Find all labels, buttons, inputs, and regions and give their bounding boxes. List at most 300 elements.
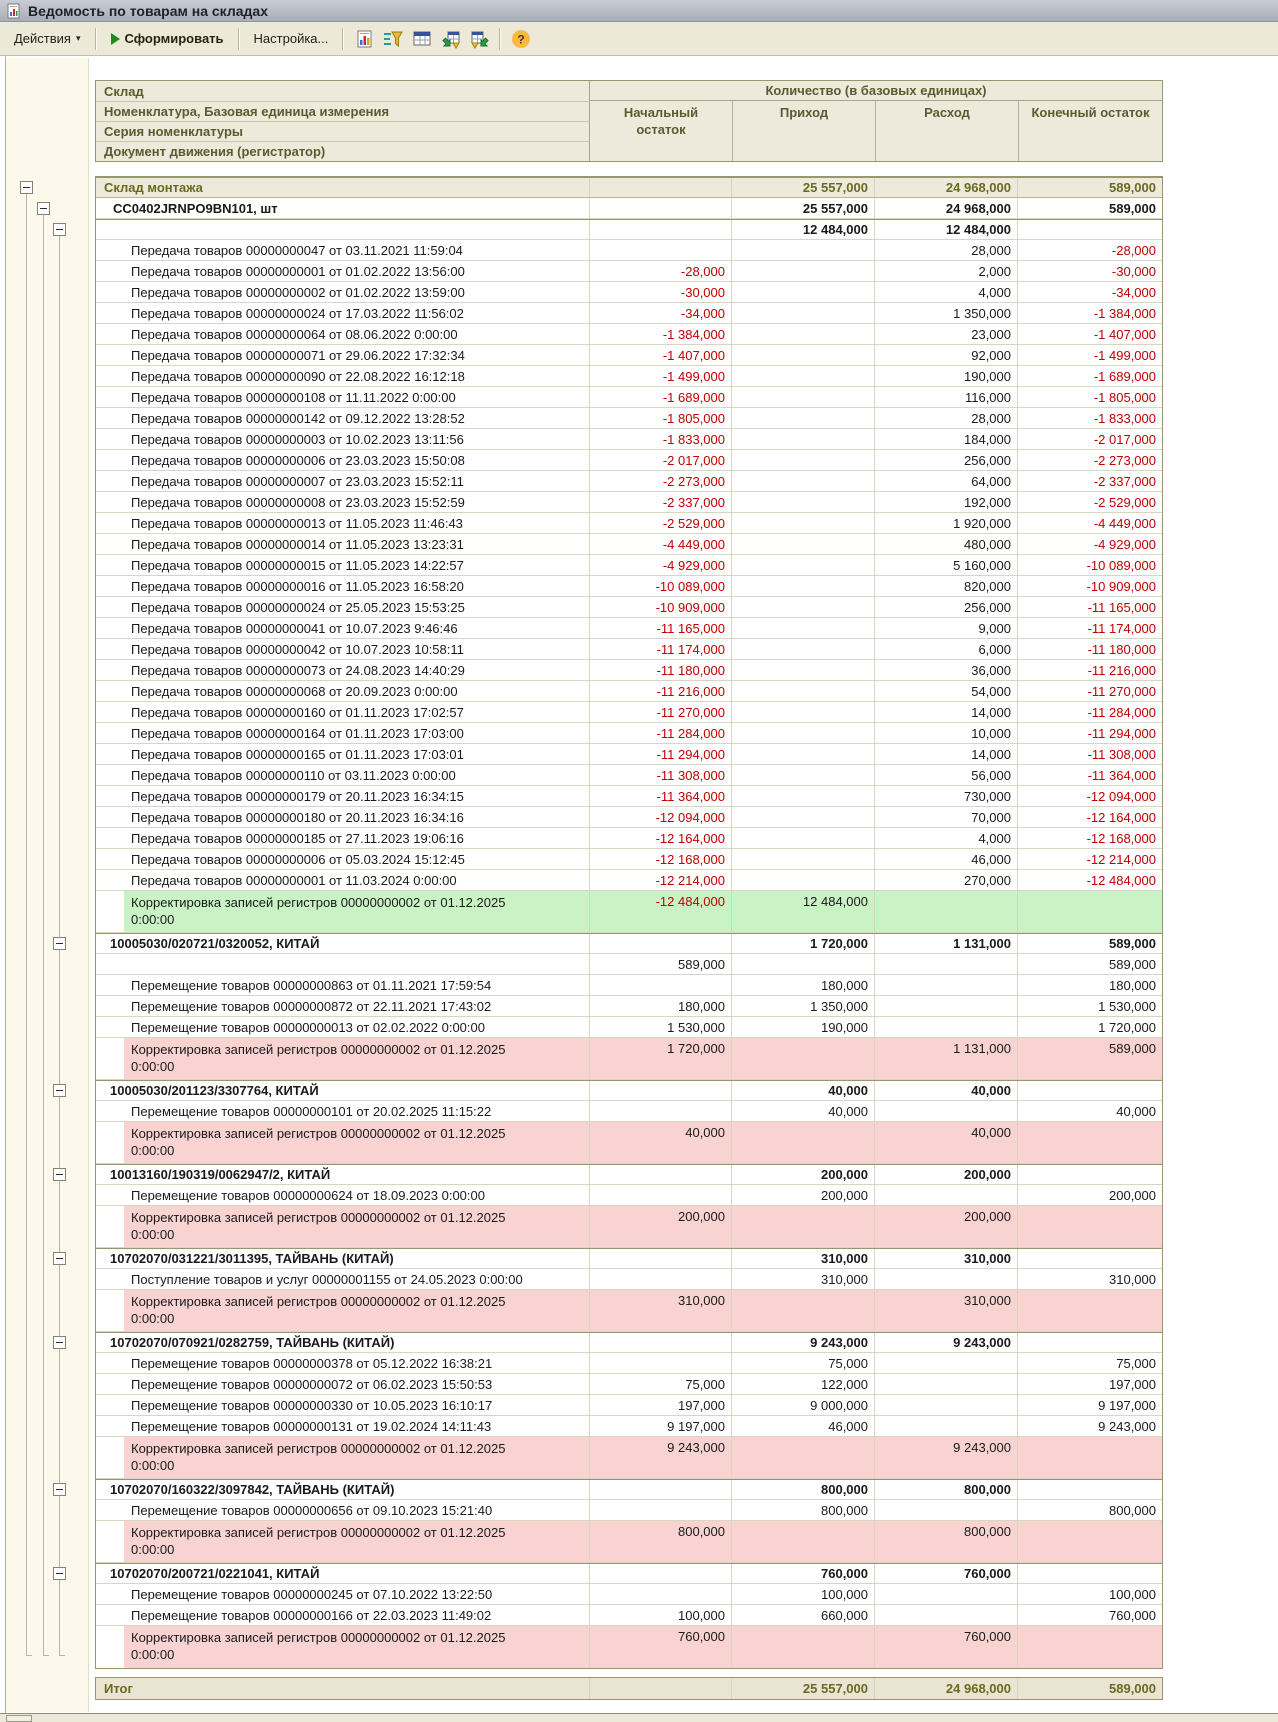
cell-value[interactable] xyxy=(732,1038,875,1079)
table-row[interactable] xyxy=(96,1332,1162,1353)
cell-label[interactable]: Передача товаров 00000000165 от 01.11.2023 17:03:01 xyxy=(96,744,590,764)
cell-value[interactable]: -11 216,000 xyxy=(1087,662,1156,678)
cell-label[interactable]: Перемещение товаров 00000000131 от 19.02.2024 14:11:43 xyxy=(96,1416,590,1436)
table-row[interactable] xyxy=(96,723,1162,744)
cell-value[interactable]: 1 131,000 xyxy=(875,934,1018,953)
table-row[interactable] xyxy=(96,324,1162,345)
cell-value[interactable]: -11 216,000 xyxy=(590,681,732,701)
cell-value[interactable]: 256,000 xyxy=(875,450,1018,470)
table-row[interactable] xyxy=(96,870,1162,891)
cell-value[interactable]: 10,000 xyxy=(875,723,1018,743)
cell-value[interactable] xyxy=(590,1500,732,1520)
cell-value[interactable]: 1 350,000 xyxy=(875,303,1018,323)
cell-value[interactable]: -4 929,000 xyxy=(1093,536,1156,552)
table-row[interactable] xyxy=(96,513,1162,534)
cell-value[interactable]: 40,000 xyxy=(1116,1103,1156,1119)
table-row[interactable] xyxy=(96,1626,1162,1668)
cell-label[interactable]: Передача товаров 00000000090 от 22.08.2022 16:12:18 xyxy=(96,366,590,386)
table-row[interactable] xyxy=(96,1164,1162,1185)
cell-label[interactable]: Передача товаров 00000000002 от 01.02.2022 13:59:00 xyxy=(96,282,590,302)
cell-value[interactable] xyxy=(590,1584,732,1604)
cell-value[interactable]: -10 909,000 xyxy=(590,597,732,617)
cell-value[interactable]: 200,000 xyxy=(875,1165,1018,1184)
cell-value[interactable]: 192,000 xyxy=(875,492,1018,512)
cell-label[interactable]: Склад монтажа xyxy=(96,178,590,197)
cell-value[interactable]: 100,000 xyxy=(590,1605,732,1625)
cell-value[interactable] xyxy=(1018,1206,1162,1247)
table-row[interactable] xyxy=(96,1395,1162,1416)
cell-value[interactable] xyxy=(1018,1437,1162,1478)
cell-value[interactable]: 1 530,000 xyxy=(1098,998,1156,1014)
cell-value[interactable]: -34,000 xyxy=(1111,284,1156,300)
cell-value[interactable]: -2 529,000 xyxy=(1093,494,1156,510)
cell-value[interactable]: -30,000 xyxy=(1111,263,1156,279)
cell-value[interactable] xyxy=(732,261,875,281)
cell-value[interactable] xyxy=(732,492,875,512)
cell-label[interactable]: Перемещение товаров 00000000072 от 06.02.2023 15:50:53 xyxy=(96,1374,590,1394)
cell-value[interactable]: 9 243,000 xyxy=(1098,1418,1156,1434)
table-row[interactable] xyxy=(96,1521,1162,1563)
table-row[interactable] xyxy=(96,1248,1162,1269)
table-row[interactable] xyxy=(96,1605,1162,1626)
cell-label[interactable]: Корректировка записей регистров 00000000002 от 01.12.2025 0:00:00 xyxy=(96,1437,590,1478)
table-row[interactable] xyxy=(96,765,1162,786)
table-row[interactable] xyxy=(96,387,1162,408)
cell-value[interactable]: 589,000 xyxy=(1018,1038,1162,1079)
table-row[interactable] xyxy=(96,597,1162,618)
filter-button[interactable] xyxy=(379,26,406,52)
cell-value[interactable]: 589,000 xyxy=(1109,1681,1156,1696)
cell-value[interactable] xyxy=(732,345,875,365)
cell-value[interactable]: -2 273,000 xyxy=(1093,452,1156,468)
cell-value[interactable] xyxy=(875,954,1018,974)
cell-value[interactable] xyxy=(875,1605,1018,1625)
cell-label[interactable]: Передача товаров 00000000024 от 17.03.2022 11:56:02 xyxy=(96,303,590,323)
cell-value[interactable]: 200,000 xyxy=(732,1165,875,1184)
cell-label[interactable]: Передача товаров 00000000016 от 11.05.2023 16:58:20 xyxy=(96,576,590,596)
cell-value[interactable]: 800,000 xyxy=(590,1521,732,1562)
cell-value[interactable]: 589,000 xyxy=(590,954,732,974)
cell-value[interactable] xyxy=(1018,1122,1162,1163)
cell-value[interactable]: -1 407,000 xyxy=(1093,326,1156,342)
table-row[interactable] xyxy=(96,240,1162,261)
cell-value[interactable]: 9 243,000 xyxy=(875,1333,1018,1352)
cell-label[interactable]: Корректировка записей регистров 00000000002 от 01.12.2025 0:00:00 xyxy=(96,1290,590,1331)
table-row[interactable] xyxy=(96,975,1162,996)
table-row[interactable] xyxy=(96,1563,1162,1584)
cell-value[interactable] xyxy=(590,1333,732,1352)
cell-value[interactable] xyxy=(590,1165,732,1184)
cell-label[interactable]: Передача товаров 00000000110 от 03.11.2023 0:00:00 xyxy=(96,765,590,785)
cell-value[interactable] xyxy=(732,366,875,386)
table-row[interactable] xyxy=(96,1416,1162,1437)
table-row[interactable] xyxy=(96,1017,1162,1038)
cell-label[interactable]: Передача товаров 00000000073 от 24.08.2023 14:40:29 xyxy=(96,660,590,680)
cell-value[interactable]: 28,000 xyxy=(875,240,1018,260)
cell-value[interactable]: 9 243,000 xyxy=(875,1437,1018,1478)
cell-value[interactable]: 25 557,000 xyxy=(732,178,875,197)
cell-label[interactable]: Перемещение товаров 00000000872 от 22.11.2021 17:43:02 xyxy=(96,996,590,1016)
cell-value[interactable]: -12 164,000 xyxy=(590,828,732,848)
collapse-toggle[interactable] xyxy=(53,223,66,236)
cell-value[interactable]: 75,000 xyxy=(590,1374,732,1394)
cell-value[interactable] xyxy=(732,387,875,407)
cell-value[interactable]: 116,000 xyxy=(875,387,1018,407)
cell-value[interactable]: 14,000 xyxy=(875,702,1018,722)
table-row[interactable] xyxy=(96,1437,1162,1479)
cell-value[interactable]: 9 000,000 xyxy=(732,1395,875,1415)
cell-value[interactable]: -11 270,000 xyxy=(1087,683,1156,699)
cell-label[interactable]: 10702070/160322/3097842, ТАЙВАНЬ (КИТАЙ) xyxy=(96,1480,590,1499)
cell-value[interactable]: 800,000 xyxy=(732,1480,875,1499)
cell-value[interactable] xyxy=(732,1122,875,1163)
cell-value[interactable]: -2 017,000 xyxy=(1093,431,1156,447)
cell-value[interactable]: 1 720,000 xyxy=(1098,1019,1156,1035)
cell-value[interactable]: -11 174,000 xyxy=(1087,620,1156,636)
cell-value[interactable] xyxy=(590,1678,732,1699)
cell-value[interactable]: 12 484,000 xyxy=(875,220,1018,239)
table-row[interactable] xyxy=(96,786,1162,807)
cell-value[interactable]: 310,000 xyxy=(732,1249,875,1268)
cell-label[interactable]: Корректировка записей регистров 00000000002 от 01.12.2025 0:00:00 xyxy=(96,1206,590,1247)
cell-value[interactable]: -12 484,000 xyxy=(590,891,732,932)
cell-value[interactable] xyxy=(732,660,875,680)
cell-value[interactable]: 75,000 xyxy=(1116,1355,1156,1371)
cell-value[interactable]: 9 243,000 xyxy=(732,1333,875,1352)
table-row[interactable] xyxy=(96,1080,1162,1101)
cell-value[interactable]: -12 168,000 xyxy=(590,849,732,869)
table-row[interactable] xyxy=(96,1290,1162,1332)
cell-value[interactable]: -2 529,000 xyxy=(590,513,732,533)
cell-value[interactable]: -2 273,000 xyxy=(590,471,732,491)
cell-label[interactable]: Перемещение товаров 00000000101 от 20.02.2025 11:15:22 xyxy=(96,1101,590,1121)
cell-value[interactable]: -34,000 xyxy=(590,303,732,323)
table-row[interactable] xyxy=(96,681,1162,702)
cell-value[interactable]: 190,000 xyxy=(732,1017,875,1037)
cell-label[interactable]: Перемещение товаров 00000000656 от 09.10.2023 15:21:40 xyxy=(96,1500,590,1520)
cell-value[interactable]: -11 364,000 xyxy=(1087,767,1156,783)
collapse-toggle[interactable] xyxy=(53,1252,66,1265)
table-row[interactable] xyxy=(96,618,1162,639)
cell-value[interactable] xyxy=(732,849,875,869)
cell-value[interactable]: 660,000 xyxy=(732,1605,875,1625)
cell-value[interactable]: -1 384,000 xyxy=(590,324,732,344)
cell-label[interactable]: Корректировка записей регистров 00000000002 от 01.12.2025 0:00:00 xyxy=(96,1038,590,1079)
cell-value[interactable] xyxy=(732,303,875,323)
cell-value[interactable] xyxy=(590,975,732,995)
cell-value[interactable] xyxy=(875,1101,1018,1121)
cell-value[interactable]: -1 499,000 xyxy=(590,366,732,386)
cell-value[interactable]: -11 308,000 xyxy=(1087,746,1156,762)
cell-value[interactable] xyxy=(590,178,732,197)
cell-label[interactable]: Корректировка записей регистров 00000000002 от 01.12.2025 0:00:00 xyxy=(96,1626,590,1668)
cell-value[interactable]: 40,000 xyxy=(875,1122,1018,1163)
table-row[interactable] xyxy=(96,828,1162,849)
cell-label[interactable]: Передача товаров 00000000041 от 10.07.2023 9:46:46 xyxy=(96,618,590,638)
cell-value[interactable]: 760,000 xyxy=(1109,1607,1156,1623)
cell-value[interactable] xyxy=(732,723,875,743)
cell-value[interactable]: -11 364,000 xyxy=(590,786,732,806)
cell-value[interactable] xyxy=(732,429,875,449)
cell-label[interactable] xyxy=(96,954,590,974)
cell-value[interactable] xyxy=(732,324,875,344)
cell-value[interactable]: 23,000 xyxy=(875,324,1018,344)
cell-label[interactable]: Корректировка записей регистров 00000000002 от 01.12.2025 0:00:00 xyxy=(96,1122,590,1163)
cell-value[interactable] xyxy=(875,1185,1018,1205)
cell-value[interactable]: 1 720,000 xyxy=(590,1038,732,1079)
cell-label[interactable]: Перемещение товаров 00000000624 от 18.09.2023 0:00:00 xyxy=(96,1185,590,1205)
cell-label[interactable]: Передача товаров 00000000047 от 03.11.2021 11:59:04 xyxy=(96,240,590,260)
cell-value[interactable]: 800,000 xyxy=(1109,1502,1156,1518)
cell-value[interactable]: -2 017,000 xyxy=(590,450,732,470)
cell-label[interactable]: Передача товаров 00000000013 от 11.05.2023 11:46:43 xyxy=(96,513,590,533)
cell-value[interactable]: 25 557,000 xyxy=(732,198,875,218)
cell-value[interactable] xyxy=(732,1206,875,1247)
cell-value[interactable]: -12 094,000 xyxy=(1086,788,1156,804)
cell-value[interactable]: 197,000 xyxy=(1109,1376,1156,1392)
cell-value[interactable]: 9,000 xyxy=(875,618,1018,638)
cell-value[interactable]: 200,000 xyxy=(875,1206,1018,1247)
cell-value[interactable]: 760,000 xyxy=(875,1626,1018,1668)
cell-value[interactable]: -1 805,000 xyxy=(1093,389,1156,405)
cell-value[interactable]: 12 484,000 xyxy=(732,220,875,239)
cell-value[interactable]: 40,000 xyxy=(732,1081,875,1100)
cell-value[interactable] xyxy=(1018,1333,1162,1352)
table-row[interactable] xyxy=(96,1269,1162,1290)
cell-value[interactable]: 64,000 xyxy=(875,471,1018,491)
cell-value[interactable]: -1 833,000 xyxy=(590,429,732,449)
cell-value[interactable] xyxy=(590,1081,732,1100)
cell-value[interactable]: 70,000 xyxy=(875,807,1018,827)
cell-label[interactable]: CC0402JRNPO9BN101, шт xyxy=(96,198,590,218)
table-row[interactable] xyxy=(96,1206,1162,1248)
cell-value[interactable]: -11 294,000 xyxy=(1087,725,1156,741)
cell-value[interactable]: -30,000 xyxy=(590,282,732,302)
total-row[interactable] xyxy=(95,1677,1163,1700)
cell-value[interactable]: 46,000 xyxy=(875,849,1018,869)
table-row[interactable] xyxy=(96,576,1162,597)
table-row[interactable] xyxy=(96,849,1162,870)
cell-value[interactable]: 200,000 xyxy=(590,1206,732,1247)
cell-value[interactable]: 270,000 xyxy=(875,870,1018,890)
cell-value[interactable] xyxy=(875,1269,1018,1289)
cell-value[interactable]: -1 384,000 xyxy=(1093,305,1156,321)
cell-value[interactable]: -12 214,000 xyxy=(1086,851,1156,867)
table-row[interactable] xyxy=(96,1185,1162,1206)
table-row[interactable] xyxy=(96,639,1162,660)
cell-value[interactable]: 9 197,000 xyxy=(1098,1397,1156,1413)
cell-value[interactable]: -2 337,000 xyxy=(1093,473,1156,489)
cell-label[interactable]: Перемещение товаров 00000000378 от 05.12.2022 16:38:21 xyxy=(96,1353,590,1373)
table-row[interactable] xyxy=(96,261,1162,282)
cell-value[interactable] xyxy=(732,282,875,302)
cell-value[interactable] xyxy=(590,1249,732,1268)
cell-value[interactable] xyxy=(732,954,875,974)
cell-value[interactable] xyxy=(732,576,875,596)
cell-value[interactable]: -12 168,000 xyxy=(1086,830,1156,846)
cell-value[interactable]: 589,000 xyxy=(1109,200,1156,216)
cell-value[interactable]: 310,000 xyxy=(875,1290,1018,1331)
cell-value[interactable] xyxy=(732,807,875,827)
cell-value[interactable] xyxy=(732,240,875,260)
cell-value[interactable]: -12 214,000 xyxy=(590,870,732,890)
cell-value[interactable] xyxy=(732,765,875,785)
table-row[interactable] xyxy=(96,471,1162,492)
cell-value[interactable]: 310,000 xyxy=(732,1269,875,1289)
table-row[interactable] xyxy=(96,555,1162,576)
table-row[interactable] xyxy=(96,807,1162,828)
cell-value[interactable]: -4 449,000 xyxy=(590,534,732,554)
cell-value[interactable] xyxy=(875,1017,1018,1037)
table-row[interactable] xyxy=(96,1479,1162,1500)
cell-label[interactable]: Передача товаров 00000000164 от 01.11.2023 17:03:00 xyxy=(96,723,590,743)
cell-value[interactable]: 100,000 xyxy=(1109,1586,1156,1602)
cell-value[interactable] xyxy=(1018,1290,1162,1331)
cell-value[interactable] xyxy=(590,1353,732,1373)
cell-label[interactable]: Передача товаров 00000000007 от 23.03.2023 15:52:11 xyxy=(96,471,590,491)
cell-value[interactable] xyxy=(732,450,875,470)
cell-value[interactable] xyxy=(590,1269,732,1289)
cell-value[interactable]: 200,000 xyxy=(732,1185,875,1205)
cell-value[interactable]: -10 909,000 xyxy=(1086,578,1156,594)
cell-value[interactable] xyxy=(590,934,732,953)
table-row[interactable] xyxy=(96,1122,1162,1164)
table-row[interactable] xyxy=(96,996,1162,1017)
cell-value[interactable]: 40,000 xyxy=(875,1081,1018,1100)
cell-label[interactable]: Передача товаров 00000000071 от 29.06.2022 17:32:34 xyxy=(96,345,590,365)
cell-value[interactable]: 480,000 xyxy=(875,534,1018,554)
cell-value[interactable] xyxy=(590,1480,732,1499)
table-row[interactable] xyxy=(96,198,1162,219)
cell-label[interactable]: Передача товаров 00000000064 от 08.06.2022 0:00:00 xyxy=(96,324,590,344)
cell-value[interactable]: 180,000 xyxy=(590,996,732,1016)
cell-value[interactable]: 92,000 xyxy=(875,345,1018,365)
cell-value[interactable]: 6,000 xyxy=(875,639,1018,659)
cell-value[interactable]: -11 270,000 xyxy=(590,702,732,722)
cell-value[interactable] xyxy=(732,870,875,890)
cell-value[interactable]: -1 689,000 xyxy=(590,387,732,407)
cell-value[interactable]: 36,000 xyxy=(875,660,1018,680)
cell-value[interactable]: 24 968,000 xyxy=(875,178,1018,197)
cell-value[interactable]: -12 484,000 xyxy=(1086,872,1156,888)
cell-value[interactable]: 184,000 xyxy=(875,429,1018,449)
cell-value[interactable] xyxy=(1018,1249,1162,1268)
chart-button[interactable] xyxy=(350,26,377,52)
cell-value[interactable]: -12 094,000 xyxy=(590,807,732,827)
cell-value[interactable] xyxy=(875,891,1018,932)
cell-label[interactable] xyxy=(96,220,590,239)
cell-value[interactable]: -11 180,000 xyxy=(590,660,732,680)
cell-value[interactable]: 24 968,000 xyxy=(875,1678,1018,1699)
cell-value[interactable] xyxy=(1018,1081,1162,1100)
cell-value[interactable]: 180,000 xyxy=(1109,977,1156,993)
cell-value[interactable] xyxy=(732,744,875,764)
cell-label[interactable]: Перемещение товаров 00000000166 от 22.03.2023 11:49:02 xyxy=(96,1605,590,1625)
cell-value[interactable]: 28,000 xyxy=(875,408,1018,428)
table-settings-button[interactable] xyxy=(408,26,435,52)
cell-value[interactable] xyxy=(875,1584,1018,1604)
table-row[interactable] xyxy=(96,1584,1162,1605)
cell-label[interactable]: Передача товаров 00000000068 от 20.09.2023 0:00:00 xyxy=(96,681,590,701)
cell-value[interactable]: 820,000 xyxy=(875,576,1018,596)
cell-label[interactable]: Передача товаров 00000000001 от 11.03.2024 0:00:00 xyxy=(96,870,590,890)
table-row[interactable] xyxy=(96,1353,1162,1374)
cell-value[interactable]: 800,000 xyxy=(875,1521,1018,1562)
cell-value[interactable]: 2,000 xyxy=(875,261,1018,281)
cell-value[interactable]: 12 484,000 xyxy=(732,891,875,932)
collapse-toggle[interactable] xyxy=(53,1168,66,1181)
cell-value[interactable]: -28,000 xyxy=(590,261,732,281)
table-row[interactable] xyxy=(96,282,1162,303)
cell-value[interactable]: 40,000 xyxy=(732,1101,875,1121)
window-titlebar[interactable] xyxy=(0,0,1278,22)
actions-button[interactable] xyxy=(6,26,89,51)
cell-value[interactable]: 56,000 xyxy=(875,765,1018,785)
cell-value[interactable]: 9 243,000 xyxy=(590,1437,732,1478)
cell-value[interactable] xyxy=(1018,1626,1162,1668)
cell-value[interactable]: -11 165,000 xyxy=(1087,599,1156,615)
table-row[interactable] xyxy=(96,177,1162,198)
scrollbar-thumb[interactable] xyxy=(6,1715,32,1722)
cell-label[interactable]: Корректировка записей регистров 00000000002 от 01.12.2025 0:00:00 xyxy=(96,1521,590,1562)
table-row[interactable] xyxy=(96,408,1162,429)
cell-value[interactable]: 1 720,000 xyxy=(732,934,875,953)
cell-label[interactable]: Передача товаров 00000000185 от 27.11.2023 19:06:16 xyxy=(96,828,590,848)
generate-button[interactable] xyxy=(103,26,232,51)
cell-value[interactable] xyxy=(732,702,875,722)
cell-value[interactable]: -11 165,000 xyxy=(590,618,732,638)
cell-value[interactable]: 800,000 xyxy=(875,1480,1018,1499)
cell-value[interactable]: -1 689,000 xyxy=(1093,368,1156,384)
cell-value[interactable]: 24 968,000 xyxy=(875,198,1018,218)
cell-label[interactable]: Передача товаров 00000000001 от 01.02.2022 13:56:00 xyxy=(96,261,590,281)
horizontal-scrollbar[interactable] xyxy=(0,1713,1278,1722)
cell-label[interactable]: 10702070/031221/3011395, ТАЙВАНЬ (КИТАЙ) xyxy=(96,1249,590,1268)
cell-label[interactable]: Передача товаров 00000000108 от 11.11.2022 0:00:00 xyxy=(96,387,590,407)
table-row[interactable] xyxy=(96,954,1162,975)
cell-label[interactable]: Поступление товаров и услуг 00000001155 от 24.05.2023 0:00:00 xyxy=(96,1269,590,1289)
cell-value[interactable]: 190,000 xyxy=(875,366,1018,386)
settings-button[interactable] xyxy=(246,26,337,51)
table-row[interactable] xyxy=(96,492,1162,513)
cell-value[interactable]: 760,000 xyxy=(875,1564,1018,1583)
cell-value[interactable]: -28,000 xyxy=(1111,242,1156,258)
table-row[interactable] xyxy=(96,1374,1162,1395)
cell-value[interactable]: 46,000 xyxy=(732,1416,875,1436)
collapse-toggle[interactable] xyxy=(53,1084,66,1097)
cell-value[interactable] xyxy=(590,1101,732,1121)
cell-value[interactable] xyxy=(875,1416,1018,1436)
cell-value[interactable]: 1 530,000 xyxy=(590,1017,732,1037)
table-row[interactable] xyxy=(96,366,1162,387)
cell-label[interactable]: Передача товаров 00000000180 от 20.11.2023 16:34:16 xyxy=(96,807,590,827)
cell-value[interactable]: 310,000 xyxy=(590,1290,732,1331)
cell-value[interactable] xyxy=(732,618,875,638)
cell-value[interactable]: 4,000 xyxy=(875,282,1018,302)
cell-value[interactable]: -1 833,000 xyxy=(1093,410,1156,426)
cell-value[interactable]: 197,000 xyxy=(590,1395,732,1415)
cell-value[interactable] xyxy=(732,471,875,491)
table-row[interactable] xyxy=(96,1500,1162,1521)
collapse-toggle[interactable] xyxy=(20,181,33,194)
cell-value[interactable]: 180,000 xyxy=(732,975,875,995)
cell-label[interactable]: Передача товаров 00000000015 от 11.05.2023 14:22:57 xyxy=(96,555,590,575)
cell-value[interactable]: 730,000 xyxy=(875,786,1018,806)
cell-value[interactable]: 25 557,000 xyxy=(732,1678,875,1699)
cell-value[interactable]: -11 180,000 xyxy=(1087,641,1156,657)
cell-value[interactable]: 54,000 xyxy=(875,681,1018,701)
cell-value[interactable]: 589,000 xyxy=(1109,180,1156,195)
